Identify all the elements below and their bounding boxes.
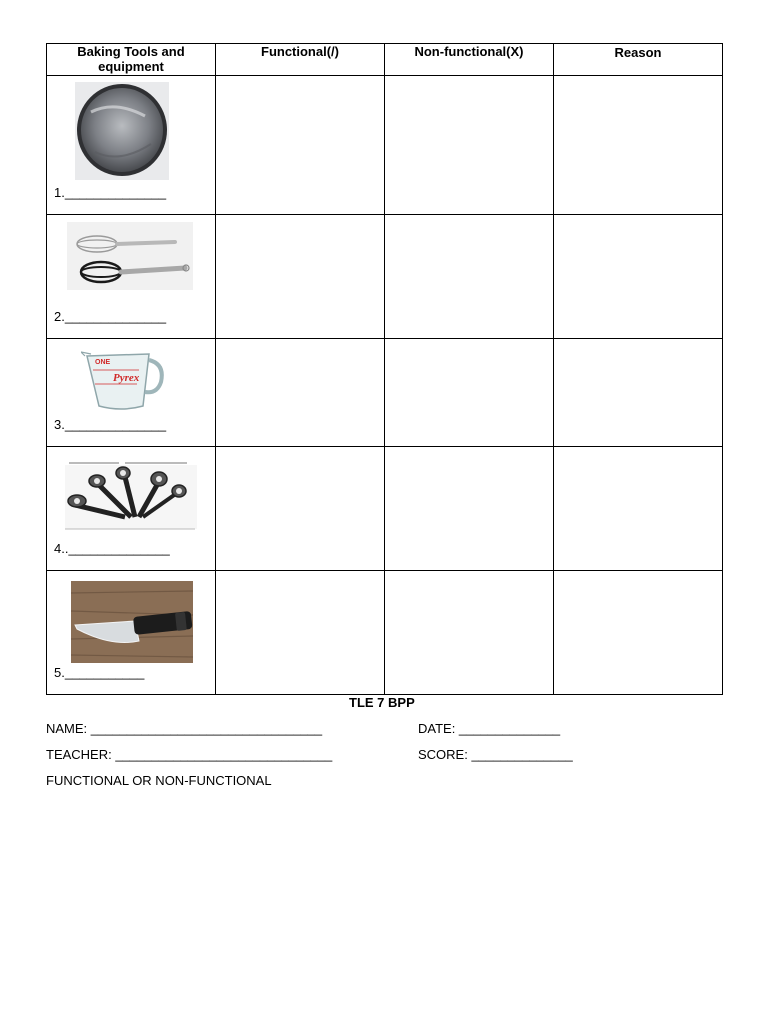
item-number-label: 3.______________: [54, 417, 167, 432]
non-functional-cell[interactable]: [385, 571, 554, 695]
item-number-label: 2.______________: [54, 309, 167, 324]
functional-cell[interactable]: [216, 447, 385, 571]
functional-cell[interactable]: [216, 215, 385, 339]
worksheet-subtitle: FUNCTIONAL OR NON-FUNCTIONAL: [46, 773, 272, 788]
item-number-label: 5.___________: [54, 665, 145, 680]
cup-marking-text: ONE: [95, 359, 111, 366]
table-header-row: [47, 44, 723, 76]
reason-cell[interactable]: [554, 76, 723, 215]
reason-cell[interactable]: [554, 215, 723, 339]
table-row: [47, 215, 723, 339]
reason-cell[interactable]: [554, 339, 723, 447]
tool-cell: [47, 447, 216, 571]
header-reason-label: Reason: [614, 45, 662, 60]
table-row: [47, 447, 723, 571]
teacher-field[interactable]: TEACHER: ______________________________: [46, 747, 333, 762]
functional-cell[interactable]: [216, 76, 385, 215]
measuring-spoons-image: [65, 455, 197, 531]
item-number-label: 4..______________: [54, 541, 170, 556]
header-non-functional: Non-functional(X): [385, 44, 554, 76]
pyrex-logo-text: Pyrex: [113, 372, 140, 384]
non-functional-cell[interactable]: [385, 215, 554, 339]
tool-cell: [47, 571, 216, 695]
reason-cell[interactable]: [554, 447, 723, 571]
header-reason: [554, 44, 723, 76]
baking-tools-table: [46, 43, 723, 695]
reason-cell[interactable]: [554, 571, 723, 695]
tool-cell: [47, 215, 216, 339]
item-number-label: 1.______________: [54, 185, 167, 200]
non-functional-cell[interactable]: [385, 339, 554, 447]
table-row: [47, 76, 723, 215]
non-functional-cell[interactable]: [385, 447, 554, 571]
non-functional-cell[interactable]: [385, 76, 554, 215]
tool-cell: [47, 339, 216, 447]
header-functional: Functional(/): [216, 44, 385, 76]
date-field[interactable]: DATE: ______________: [418, 721, 561, 736]
baking-pan-image: [75, 82, 169, 180]
score-field[interactable]: SCORE: ______________: [418, 747, 573, 762]
worksheet-title: TLE 7 BPP: [349, 695, 415, 710]
tool-cell: [47, 76, 216, 215]
name-field[interactable]: NAME: ________________________________: [46, 721, 323, 736]
header-tool: Baking Tools and equipment: [47, 44, 216, 76]
knife-image: [71, 581, 193, 663]
whisks-image: [67, 222, 193, 290]
functional-cell[interactable]: [216, 571, 385, 695]
measuring-cup-image: [81, 348, 167, 414]
table-row: [47, 339, 723, 447]
table-row: [47, 571, 723, 695]
functional-cell[interactable]: [216, 339, 385, 447]
